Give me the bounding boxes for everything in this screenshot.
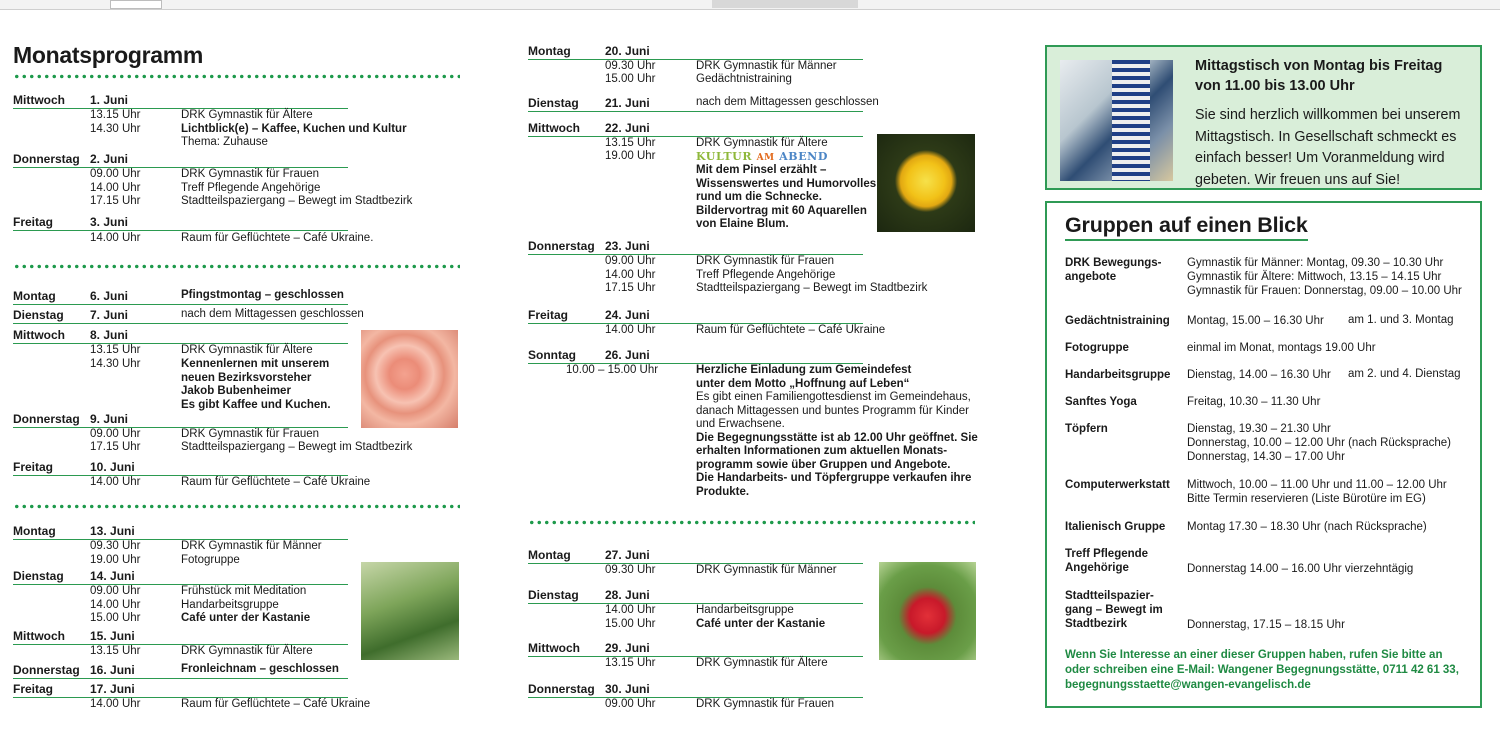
contact-note xyxy=(1065,648,1475,693)
event-title: Die Handarbeits- und Töpfergruppe verkaufen ihre xyxy=(696,472,972,484)
event-title: Jakob Bubenheimer xyxy=(181,385,291,397)
group-name-line: Stadtteilspazier- xyxy=(1065,590,1154,602)
event-title: Fronleichnam – geschlossen xyxy=(181,663,339,675)
event-time: 14.00 Uhr xyxy=(605,269,656,281)
event-title: DRK Gymnastik für Männer xyxy=(696,60,837,72)
event-title: Es gibt einen Familiengottesdienst im Gemeindehaus, xyxy=(696,391,971,403)
day-date: 3. Juni xyxy=(90,215,129,229)
event-title: DRK Gymnastik für Ältere xyxy=(696,137,828,149)
group-name xyxy=(1065,256,1185,284)
event-title: Wissenswertes und Humorvolles xyxy=(696,178,877,190)
group-extra: am 2. und 4. Dienstag xyxy=(1348,368,1461,380)
event-time: 09.30 Uhr xyxy=(605,564,656,576)
groups-title: Gruppen auf einen Blick xyxy=(1065,213,1308,241)
event-title: nach dem Mittagessen geschlossen xyxy=(696,96,879,108)
group-times: Freitag, 10.30 – 11.30 Uhr xyxy=(1187,396,1321,408)
event-title: DRK Gymnastik für Ältere xyxy=(181,109,313,121)
event-title: von Elaine Blum. xyxy=(696,218,789,230)
event-title: Café unter der Kastanie xyxy=(181,612,311,624)
group-name: Fotogruppe xyxy=(1065,342,1129,354)
group-time-line: Dienstag, 19.30 – 21.30 Uhr xyxy=(1187,423,1331,435)
day-date: 2. Juni xyxy=(90,152,129,166)
event-title: Fotogruppe xyxy=(181,554,240,566)
event-title: Produkte. xyxy=(696,486,750,498)
day-date: 7. Juni xyxy=(90,308,129,322)
event-title: Bildervortrag mit 60 Aquarellen xyxy=(696,205,867,217)
group-times: einmal im Monat, montags 19.00 Uhr xyxy=(1187,342,1376,354)
event-time: 14.00 Uhr xyxy=(90,599,141,611)
day-date: 8. Juni xyxy=(90,328,129,342)
event-time: 09.30 Uhr xyxy=(605,60,656,72)
event-title: Die Begegnungsstätte ist ab 12.00 Uhr geöffnet. Sie xyxy=(696,432,978,444)
group-name xyxy=(1065,589,1185,631)
group-name-line: Stadtbezirk xyxy=(1065,618,1127,630)
event-time: 09.00 Uhr xyxy=(90,168,141,180)
event-title: Stadtteilspaziergang – Bewegt im Stadtbezirk xyxy=(181,441,413,453)
day-name: Mittwoch xyxy=(528,641,580,655)
group-times xyxy=(1187,478,1447,506)
page-number-field[interactable] xyxy=(110,0,162,9)
lunch-text-line: Sie sind herzlich willkommen bei unserem xyxy=(1195,107,1461,123)
event-time: 19.00 Uhr xyxy=(90,554,141,566)
group-time-line: Gymnastik für Ältere: Mittwoch, 13.15 – 14.15 Uhr xyxy=(1187,271,1442,283)
event-time: 17.15 Uhr xyxy=(90,195,141,207)
event-title: neuen Bezirksvorsteher xyxy=(181,372,312,384)
event-time: 09.00 Uhr xyxy=(605,255,656,267)
event-title: Frühstück mit Meditation xyxy=(181,585,307,597)
lunch-text-line: gebeten. Wir freuen uns auf Sie! xyxy=(1195,171,1401,188)
event-time: 14.00 Uhr xyxy=(90,698,141,710)
event-title: Stadtteilspaziergang – Bewegt im Stadtbezirk xyxy=(181,195,413,207)
viewer-toolbar xyxy=(0,0,1500,10)
event-time: 09.30 Uhr xyxy=(90,540,141,552)
event-title: DRK Gymnastik für Männer xyxy=(696,564,837,576)
dotted-divider xyxy=(13,264,460,269)
event-title: Raum für Geflüchtete – Café Ukraine xyxy=(181,476,371,488)
yellow-flower-photo xyxy=(877,134,975,232)
group-times: Montag, 15.00 – 16.30 Uhr xyxy=(1187,315,1324,327)
day-date: 23. Juni xyxy=(605,239,650,253)
day-date: 21. Juni xyxy=(605,96,650,110)
group-name-line: gang – Bewegt im xyxy=(1065,604,1163,616)
day-name: Donnerstag xyxy=(528,682,595,696)
event-title: unter dem Motto „Hoffnung auf Leben“ xyxy=(696,378,910,390)
day-name: Freitag xyxy=(13,682,54,696)
group-name-line: DRK Bewegungs- xyxy=(1065,257,1162,269)
event-time: 15.00 Uhr xyxy=(90,612,141,624)
event-time: 13.15 Uhr xyxy=(90,645,141,657)
event-title: DRK Gymnastik für Ältere xyxy=(181,645,313,657)
rose-photo xyxy=(361,330,458,428)
photo-detail xyxy=(1112,60,1150,181)
day-name: Mittwoch xyxy=(528,121,580,135)
group-name: Gedächtnistraining xyxy=(1065,315,1170,327)
group-name-line: Treff Pflegende xyxy=(1065,548,1149,560)
event-title: DRK Gymnastik für Ältere xyxy=(696,657,828,669)
event-time: 13.15 Uhr xyxy=(90,109,141,121)
group-times xyxy=(1187,422,1451,464)
day-name: Freitag xyxy=(528,308,569,322)
event-title: Raum für Geflüchtete – Café Ukraine xyxy=(181,698,371,710)
event-time: 10.00 – 15.00 Uhr xyxy=(566,364,659,376)
contact-email[interactable]: begegnungsstaette@wangen-evangelisch.de xyxy=(1065,679,1311,691)
day-date: 24. Juni xyxy=(605,308,650,322)
day-date: 13. Juni xyxy=(90,524,135,538)
dotted-divider xyxy=(528,520,975,525)
day-date: 26. Juni xyxy=(605,348,650,362)
day-name: Dienstag xyxy=(528,588,579,602)
event-time: 14.00 Uhr xyxy=(605,324,656,336)
group-time-line: Gymnastik für Frauen: Donnerstag, 09.00 – 10.00 Uhr xyxy=(1187,285,1462,297)
event-title: Stadtteilspaziergang – Bewegt im Stadtbezirk xyxy=(696,282,928,294)
lunch-photo xyxy=(1060,60,1173,181)
event-time: 13.15 Uhr xyxy=(90,344,141,356)
event-time: 09.00 Uhr xyxy=(605,698,656,710)
day-date: 9. Juni xyxy=(90,412,129,426)
event-title: programm sowie über Gruppen und Angebote. xyxy=(696,459,951,471)
day-date: 29. Juni xyxy=(605,641,650,655)
red-flower-photo xyxy=(879,562,976,660)
day-name: Sonntag xyxy=(528,348,576,362)
day-name: Donnerstag xyxy=(13,152,80,166)
day-date: 20. Juni xyxy=(605,44,650,58)
day-date: 10. Juni xyxy=(90,460,135,474)
group-name: Computerwerkstatt xyxy=(1065,479,1170,491)
groups-box xyxy=(1045,201,1482,708)
event-title: Treff Pflegende Angehörige xyxy=(181,182,321,194)
event-title: Pfingstmontag – geschlossen xyxy=(181,289,344,301)
event-title: Treff Pflegende Angehörige xyxy=(696,269,836,281)
lunch-text xyxy=(1195,105,1477,191)
group-name: Italienisch Gruppe xyxy=(1065,521,1166,533)
lunch-text-line: einfach besser! Um Voranmeldung wird xyxy=(1195,150,1445,166)
event-time: 14.00 Uhr xyxy=(605,604,656,616)
event-time: 14.30 Uhr xyxy=(90,358,141,370)
contact-note-line: oder schreiben eine E-Mail: Wangener Begegnungsstätte, 0711 42 61 33, xyxy=(1065,664,1459,676)
lunch-heading-line: von 11.00 bis 13.00 Uhr xyxy=(1195,78,1355,94)
page-title: Monatsprogramm xyxy=(13,42,204,68)
day-date: 28. Juni xyxy=(605,588,650,602)
day-name: Montag xyxy=(528,44,571,58)
group-times: Donnerstag 14.00 – 16.00 Uhr vierzehntägig xyxy=(1187,563,1414,575)
day-name: Donnerstag xyxy=(13,412,80,426)
event-time: 13.15 Uhr xyxy=(605,657,656,669)
group-name-line: Angehörige xyxy=(1065,562,1129,574)
group-name: Töpfern xyxy=(1065,423,1108,435)
event-title: danach Mittagessen und buntes Programm für Kinder xyxy=(696,405,969,417)
event-title: Raum für Geflüchtete – Café Ukraine. xyxy=(181,232,374,244)
event-title: Lichtblick(e) – Kaffee, Kuchen und Kultur xyxy=(181,123,407,135)
day-date: 30. Juni xyxy=(605,682,650,696)
group-times: Montag 17.30 – 18.30 Uhr (nach Rücksprache) xyxy=(1187,521,1427,533)
event-time: 14.00 Uhr xyxy=(90,232,141,244)
day-name: Montag xyxy=(13,289,56,303)
lunch-heading-line: Mittagstisch von Montag bis Freitag xyxy=(1195,58,1443,74)
day-name: Mittwoch xyxy=(13,328,65,342)
group-time-line: Donnerstag, 14.30 – 17.00 Uhr xyxy=(1187,451,1345,463)
day-name: Donnerstag xyxy=(528,239,595,253)
day-date: 6. Juni xyxy=(90,289,129,303)
event-time: 14.00 Uhr xyxy=(90,182,141,194)
event-title: Mit dem Pinsel erzählt – xyxy=(696,164,827,176)
day-name: Montag xyxy=(13,524,56,538)
lunch-box xyxy=(1045,45,1482,190)
group-extra: am 1. und 3. Montag xyxy=(1348,314,1454,326)
event-title: DRK Gymnastik für Frauen xyxy=(696,255,835,267)
event-title: DRK Gymnastik für Ältere xyxy=(181,344,313,356)
event-title: Gedächtnistraining xyxy=(696,73,792,85)
event-title: Herzliche Einladung zum Gemeindefest xyxy=(696,364,912,376)
group-name xyxy=(1065,547,1185,575)
dotted-divider xyxy=(13,504,460,509)
day-name: Donnerstag xyxy=(13,663,80,677)
dotted-divider xyxy=(13,74,460,79)
day-name: Montag xyxy=(528,548,571,562)
event-title: Handarbeitsgruppe xyxy=(181,599,279,611)
event-time: 15.00 Uhr xyxy=(605,73,656,85)
day-name: Dienstag xyxy=(528,96,579,110)
event-time: 19.00 Uhr xyxy=(605,150,656,162)
group-time-line: Mittwoch, 10.00 – 11.00 Uhr und 11.00 – 12.00 Uhr xyxy=(1187,479,1447,491)
toolbar-highlight xyxy=(712,0,858,8)
group-times: Donnerstag, 17.15 – 18.15 Uhr xyxy=(1187,619,1345,631)
event-title: Handarbeitsgruppe xyxy=(696,604,794,616)
group-name: Sanftes Yoga xyxy=(1065,396,1137,408)
event-time: 09.00 Uhr xyxy=(90,585,141,597)
group-times: Dienstag, 14.00 – 16.30 Uhr xyxy=(1187,369,1331,381)
group-time-line: Gymnastik für Männer: Montag, 09.30 – 10.30 Uhr xyxy=(1187,257,1444,269)
event-title: Café unter der Kastanie xyxy=(696,618,826,630)
logo-word: KULTUR xyxy=(696,150,753,163)
event-title: DRK Gymnastik für Frauen xyxy=(181,428,320,440)
lunch-text-line: Mittagstisch. In Gesellschaft schmeckt es xyxy=(1195,128,1457,145)
event-time: 09.00 Uhr xyxy=(90,428,141,440)
day-date: 14. Juni xyxy=(90,569,135,583)
day-name: Freitag xyxy=(13,460,54,474)
group-name-line: angebote xyxy=(1065,271,1117,283)
event-title: DRK Gymnastik für Frauen xyxy=(181,168,320,180)
event-title: DRK Gymnastik für Frauen xyxy=(696,698,835,710)
event-title: Kennenlernen mit unserem xyxy=(181,358,330,370)
day-name: Mittwoch xyxy=(13,629,65,643)
event-title: Es gibt Kaffee und Kuchen. xyxy=(181,399,331,411)
event-time: 15.00 Uhr xyxy=(605,618,656,630)
event-title: und Erwachsene. xyxy=(696,418,785,430)
day-date: 17. Juni xyxy=(90,682,135,696)
day-name: Dienstag xyxy=(13,569,64,583)
group-times xyxy=(1187,256,1462,298)
day-date: 15. Juni xyxy=(90,629,135,643)
kultur-am-abend-logo xyxy=(696,150,828,163)
contact-note-line: Wenn Sie Interesse an einer dieser Gruppen haben, rufen Sie bitte an xyxy=(1065,649,1443,661)
day-date: 16. Juni xyxy=(90,663,135,677)
day-date: 27. Juni xyxy=(605,548,650,562)
day-date: 1. Juni xyxy=(90,93,129,107)
event-time: 17.15 Uhr xyxy=(90,441,141,453)
day-name: Freitag xyxy=(13,215,54,229)
event-time: 14.00 Uhr xyxy=(90,476,141,488)
logo-word: AM xyxy=(756,153,775,163)
day-date: 22. Juni xyxy=(605,121,650,135)
group-time-line: Donnerstag, 10.00 – 12.00 Uhr (nach Rücksprache) xyxy=(1187,437,1452,449)
day-name: Mittwoch xyxy=(13,93,65,107)
event-title: nach dem Mittagessen geschlossen xyxy=(181,308,364,320)
event-time: 14.30 Uhr xyxy=(90,123,141,135)
event-title: rund um die Schnecke. xyxy=(696,191,822,203)
event-title: erhalten Informationen zum aktuellen Monats- xyxy=(696,445,948,457)
grass-photo xyxy=(361,562,459,660)
group-time-line: Bitte Termin reservieren (Liste Bürotüre im EG) xyxy=(1187,493,1426,505)
event-title: Thema: Zuhause xyxy=(181,136,268,148)
event-time: 13.15 Uhr xyxy=(605,137,656,149)
event-time: 17.15 Uhr xyxy=(605,282,656,294)
event-title: Raum für Geflüchtete – Café Ukraine xyxy=(696,324,886,336)
day-name: Dienstag xyxy=(13,308,64,322)
lunch-heading xyxy=(1195,56,1480,96)
event-title: DRK Gymnastik für Männer xyxy=(181,540,322,552)
group-name: Handarbeitsgruppe xyxy=(1065,369,1171,381)
logo-word: ABEND xyxy=(779,150,828,163)
